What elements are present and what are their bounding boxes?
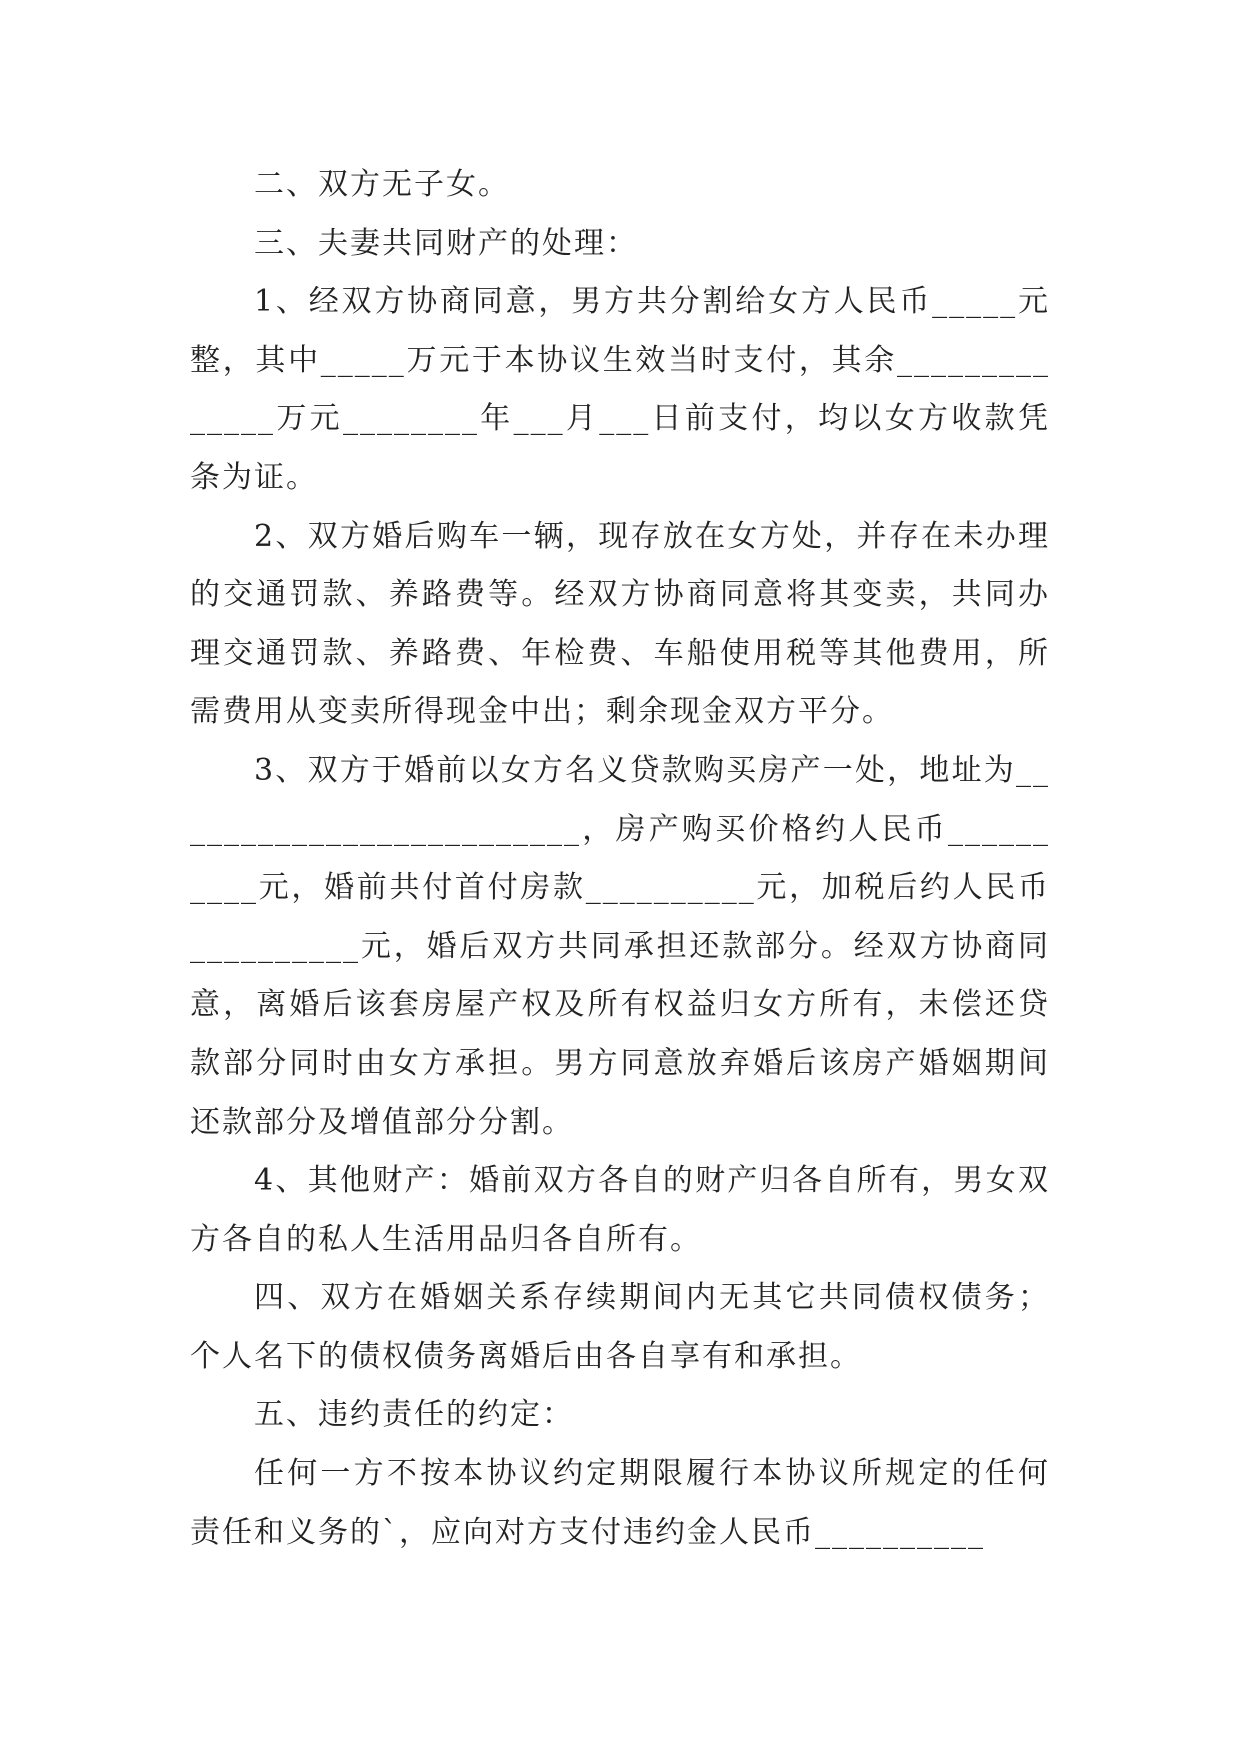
paragraph-cash-split: 1、经双方协商同意，男方共分割给女方人民币_____元整，其中_____万元于本协议生效当时支付，其余______________万元________年___月___日前支付，均以女方收款凭条为证。 bbox=[190, 284, 1050, 495]
paragraph-debts: 四、双方在婚姻关系存续期间内无其它共同债权债务；个人名下的债权债务离婚后由各自享有和承担。 bbox=[190, 1280, 1050, 1374]
paragraph-no-children: 二、双方无子女。 bbox=[254, 167, 510, 202]
paragraph-house: 3、双方于婚前以女方名义贷款购买房产一处，地址为_________________________，房产购买价格约人民币__________元，婚前共付首付房款__________元，加税后约人民币__________元，婚后双方共同承担还款部分。经双方协商同意，离婚后该套房屋产权及所有权益归女方所有，未偿还贷款部分同时由女方承担。男方同意放弃婚后该房产婚姻期间还款部分及增值部分分割。 bbox=[190, 752, 1050, 1140]
document-body bbox=[190, 156, 1050, 1562]
paragraph-breach-heading: 五、违约责任的约定： bbox=[254, 1397, 574, 1433]
paragraph-vehicle: 2、双方婚后购车一辆，现存放在女方处，并存在未办理的交通罚款、养路费等。经双方协商同意将其变卖，共同办理交通罚款、养路费、年检费、车船使用税等其他费用，所需费用从变卖所得现金中出；剩余现金双方平分。 bbox=[190, 518, 1050, 730]
paragraph-other-property: 4、其他财产：婚前双方各自的财产归各自所有，男女双方各自的私人生活用品归各自所有。 bbox=[190, 1163, 1050, 1257]
paragraph-breach-terms: 任何一方不按本协议约定期限履行本协议所规定的任何责任和义务的`，应向对方支付违约金人民币__________ bbox=[190, 1456, 1050, 1550]
paragraph-property-heading: 三、夫妻共同财产的处理： bbox=[254, 225, 638, 261]
